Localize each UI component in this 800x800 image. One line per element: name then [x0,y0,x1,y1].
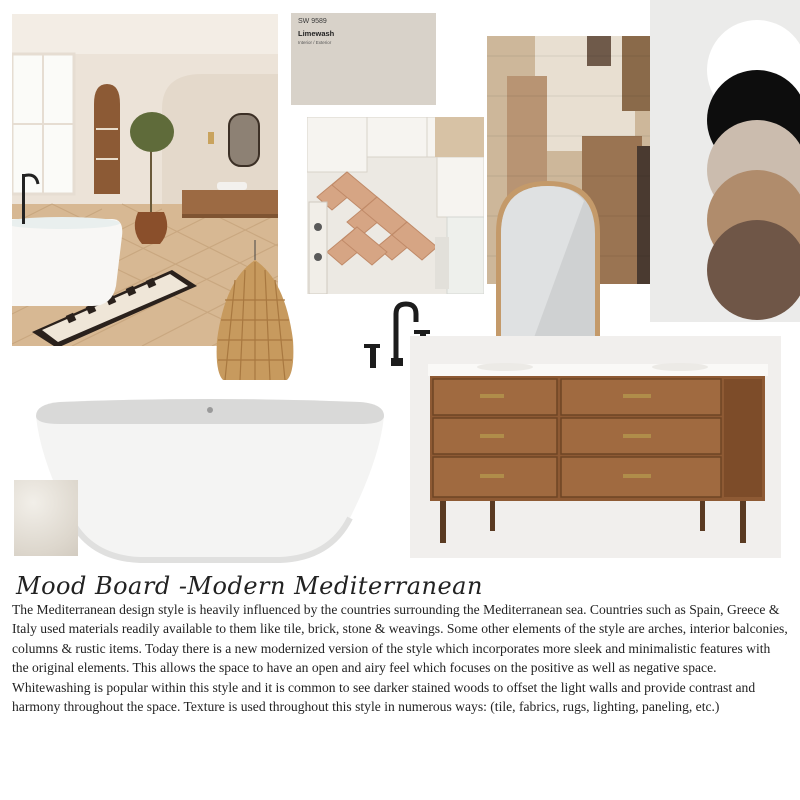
description-text: The Mediterranean design style is heavily influenced by the countries surrounding the Mediterranean sea. Countries such as Spain, Greece & Italy used materials readily available to them like tile, brick, stone & weavings. Some other elements of the style are arches, interior balconies, columns & rustic items. Today there is a new modernized version of the style which incorporates more sleek and minimalistic features with the original elements. This allows the space to have an open and airy feel which focuses on the positive as well as negative space. Whitewashing is popular within this style and it is common to see darker stained woods to offset the light walls and provide contrast and harmony throughout the space. Texture is used throughout this style in numerous ways: (tile, fabrics, rugs, lighting, paneling, etc.) [12,602,788,715]
vanity-illustration [410,336,781,558]
paint-swatch [291,13,436,105]
mirror-illustration [492,177,604,351]
pendant-illustration [205,240,305,385]
freestanding-bathtub [30,398,390,564]
tile-illustration [307,117,484,294]
bathtub-illustration [30,398,390,564]
swatch-code: SW 9589 [298,18,327,25]
color-palette [650,0,800,322]
swatch-name: Limewash [298,29,335,38]
mood-board-title: Mood Board -Modern Mediterranean [16,572,483,600]
palette-swatch [707,220,800,320]
wood-vanity [410,336,781,558]
arched-mirror [492,177,604,351]
tile-samples [307,117,484,294]
woven-pendant-light [205,240,305,385]
marble-sample [14,480,78,556]
swatch-subtitle: Interior / Exterior [298,40,332,45]
